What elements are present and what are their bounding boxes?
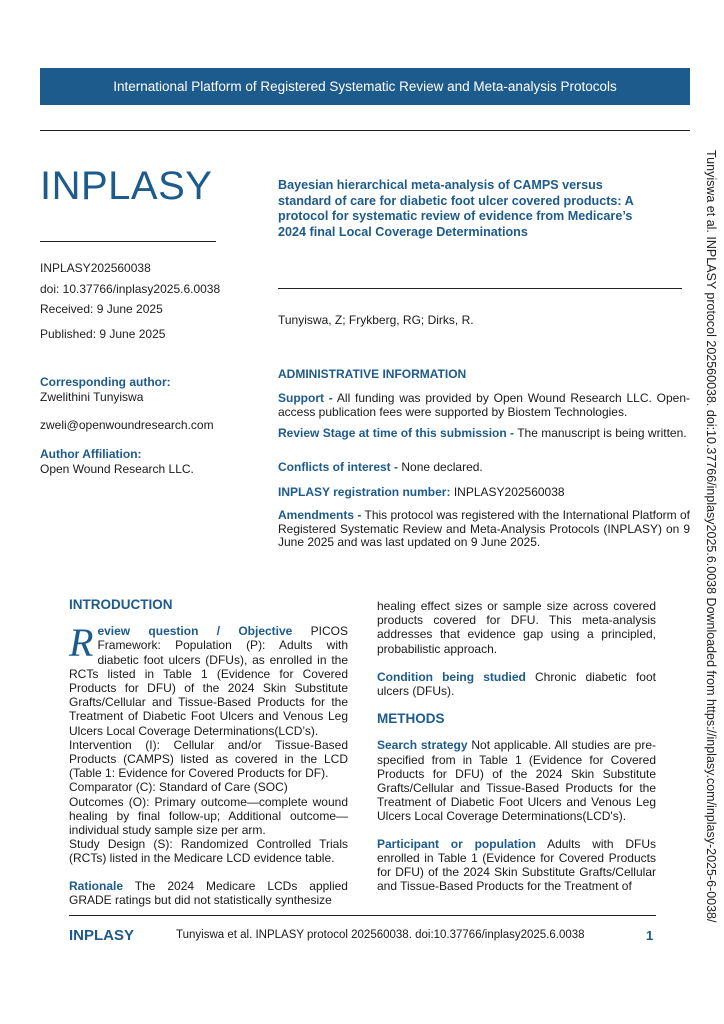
outcomes-paragraph: Outcomes (O): Primary outcome—complete wound healing by final follow-up; Additional outcome—individual study sample size per arm. xyxy=(69,794,348,838)
review-question-paragraph xyxy=(69,620,348,738)
review-question-text: PICOS Framework: Population (P): Adults with diabetic foot ulcers (DFUs), as enrolled in the RCTs listed in Table 1 (Evidence for Covered Products for DFU) of the 2024 Skin Substitute Grafts/Cellular and Tissue-Based Products for the Treatment of Diabetic Foot Ulcers and Venous Leg Ulcers Local Coverage Determinations(LCD’s). xyxy=(69,624,348,738)
conflicts-text: None declared. xyxy=(401,460,483,474)
registration-number: INPLASY202560038 xyxy=(453,485,565,499)
rationale-text: The 2024 Medicare LCDs applied GRADE ratings but did not statistically synthesize xyxy=(69,878,348,907)
introduction-heading: INTRODUCTION xyxy=(69,597,173,612)
search-strategy-label: Search strategy xyxy=(377,738,468,753)
condition-text: Chronic diabetic foot ulcers (DFUs). xyxy=(377,669,656,699)
search-strategy-paragraph xyxy=(377,738,656,823)
published-date: Published: 9 June 2025 xyxy=(40,327,166,341)
comparator-paragraph: Comparator (C): Standard of Care (SOC) xyxy=(69,780,288,795)
conflicts-label: Conflicts of interest - xyxy=(278,460,399,474)
support-block xyxy=(278,392,690,419)
admin-heading: ADMINISTRATIVE INFORMATION xyxy=(278,367,467,381)
drop-cap: R xyxy=(69,620,94,666)
participants-paragraph xyxy=(377,837,656,894)
rationale-continued: healing effect sizes or sample size across covered products covered for DFU. This meta-analysis addresses that evidence gap using a principled, probabilistic approach. xyxy=(377,599,656,656)
search-strategy-text: Not applicable. All studies are pre-specified from in Table 1 (Evidence for Covered Products for DFU) of the 2024 Skin Substitute Grafts/Cellular and Tissue-Based Products for the Treatment of Diabetic Foot Ulcers and Venous Leg Ulcers Local Coverage Determinations(LCD's). xyxy=(377,738,656,824)
study-design-paragraph: Study Design (S): Randomized Controlled Trials (RCTs) listed in the Medicare LCD evidence table. xyxy=(69,837,348,866)
affiliation-value: Open Wound Research LLC. xyxy=(40,462,194,476)
paper-title: Bayesian hierarchical meta-analysis of CAMPS versus standard of care for diabetic foot ulcer covered products: A protocol for systematic review of evidence from Medicare’s 2024 final Local Coverage Determinations xyxy=(278,178,634,239)
journal-logo: INPLASY xyxy=(40,164,213,208)
support-label: Support - xyxy=(278,391,333,405)
page-number: 1 xyxy=(646,928,654,943)
title-rule xyxy=(278,288,682,289)
authors: Tunyiswa, Z; Frykberg, RG; Dirks, R. xyxy=(278,313,474,327)
corresponding-author-label: Corresponding author: xyxy=(40,375,171,389)
support-text: All funding was provided by Open Wound Research LLC. Open-access publication fees were supported by Biostem Technologies. xyxy=(278,391,690,419)
affiliation-label: Author Affiliation: xyxy=(40,447,142,461)
methods-heading: METHODS xyxy=(377,711,445,727)
stage-label: Review Stage at time of this submission - xyxy=(278,426,515,440)
participants-text: Adults with DFUs enrolled in Table 1 (Evidence for Covered Products for DFU) of the 2024 Skin Substitute Grafts/Cellular and Tissue-Based Products for the Treatment of xyxy=(377,836,656,894)
vertical-citation: Tunyiswa et al. INPLASY protocol 202560038. doi:10.37766/inplasy2025.6.0038 Downloaded from https://inplasy.com/inplasy-2025-6-0038/ xyxy=(704,150,718,923)
footer-logo: INPLASY xyxy=(69,927,135,944)
corresponding-email[interactable]: zweli@openwoundresearch.com xyxy=(40,418,214,432)
registration-block xyxy=(278,486,690,500)
header-banner: International Platform of Registered Systematic Review and Meta-analysis Protocols xyxy=(40,68,690,105)
intervention-paragraph: Intervention (I): Cellular and/or Tissue-Based Products (CAMPS) listed as covered in the LCD (Table 1: Evidence for Covered Products for DF). xyxy=(69,737,348,781)
participants-label: Participant or population xyxy=(377,836,536,851)
registration-id: INPLASY202560038 xyxy=(40,261,151,275)
amendments-label: Amendments - xyxy=(278,508,362,522)
received-date: Received: 9 June 2025 xyxy=(40,302,163,316)
condition-paragraph xyxy=(377,670,656,698)
amendments-block xyxy=(278,509,690,550)
footer-rule xyxy=(69,915,656,916)
right-column xyxy=(377,599,656,893)
condition-label: Condition being studied xyxy=(377,669,526,684)
footer-citation: Tunyiswa et al. INPLASY protocol 202560038. doi:10.37766/inplasy2025.6.0038 xyxy=(176,929,585,941)
rationale-paragraph xyxy=(69,879,348,907)
stage-text: The manuscript is being written. xyxy=(517,426,687,440)
header-rule xyxy=(40,130,690,131)
corresponding-author-name: Zwelithini Tunyiswa xyxy=(40,390,144,404)
conflicts-block xyxy=(278,461,690,475)
left-column xyxy=(69,598,348,907)
amendments-text: This protocol was registered with the International Platform of Registered Systematic Review and Meta-Analysis Protocols (INPLASY) on 9 June 2025 and was last updated on 9 June 2025. xyxy=(278,508,690,549)
rationale-label: Rationale xyxy=(69,878,124,893)
logo-underline xyxy=(40,241,216,242)
doi: doi: 10.37766/inplasy2025.6.0038 xyxy=(40,282,221,296)
registration-label: INPLASY registration number: xyxy=(278,485,451,499)
review-question-label: eview question / Objective xyxy=(97,624,293,639)
stage-block xyxy=(278,427,690,441)
